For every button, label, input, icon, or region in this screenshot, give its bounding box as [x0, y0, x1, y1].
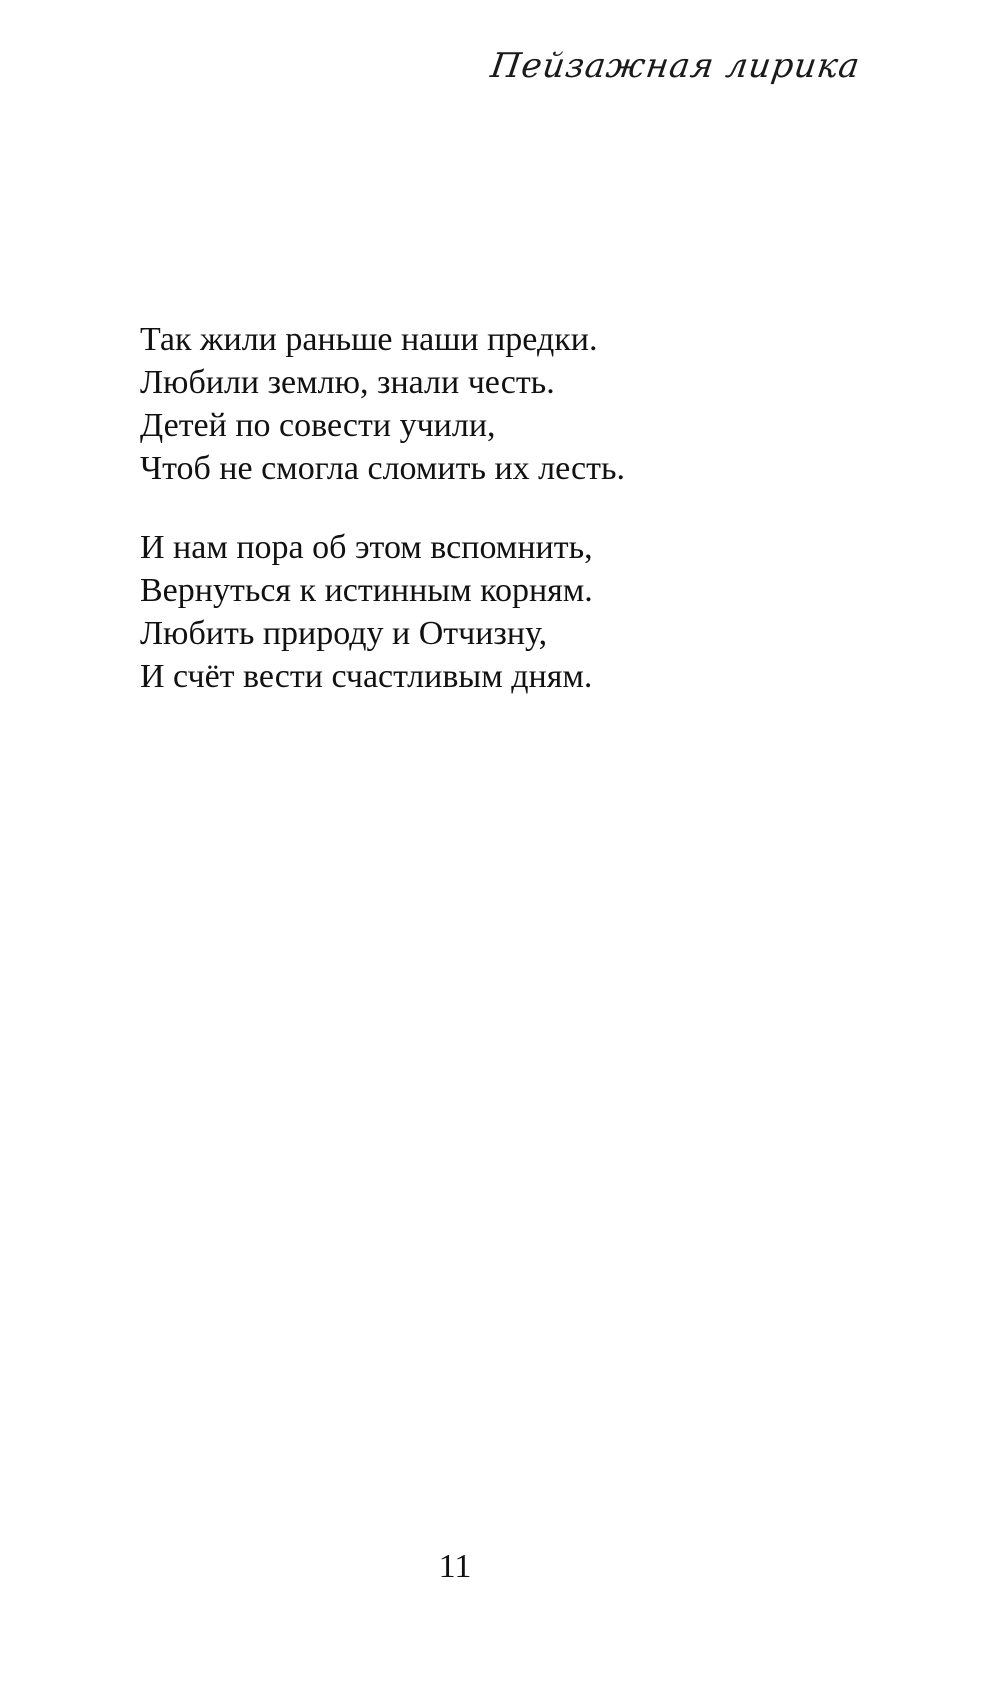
poem-line: Детей по совести учили, [140, 407, 496, 444]
poem-line: Любить природу и Отчизну, [140, 615, 548, 652]
stanza-1 [140, 318, 900, 490]
poem-line: И нам пора об этом вспомнить, [140, 529, 593, 566]
poem-line: Вернуться к истинным корням. [140, 572, 593, 609]
running-header-section-title: Пейзажная лирика [488, 46, 863, 86]
poem-line: И счёт вести счастливым дням. [140, 658, 593, 695]
stanza-2 [140, 526, 900, 698]
poem-line: Любили землю, знали честь. [140, 364, 555, 401]
page-number: 11 [438, 1548, 472, 1585]
poem-line: Так жили раньше наши предки. [140, 321, 598, 358]
poem [140, 318, 900, 734]
poem-line: Чтоб не смогла сломить их лесть. [140, 450, 626, 487]
